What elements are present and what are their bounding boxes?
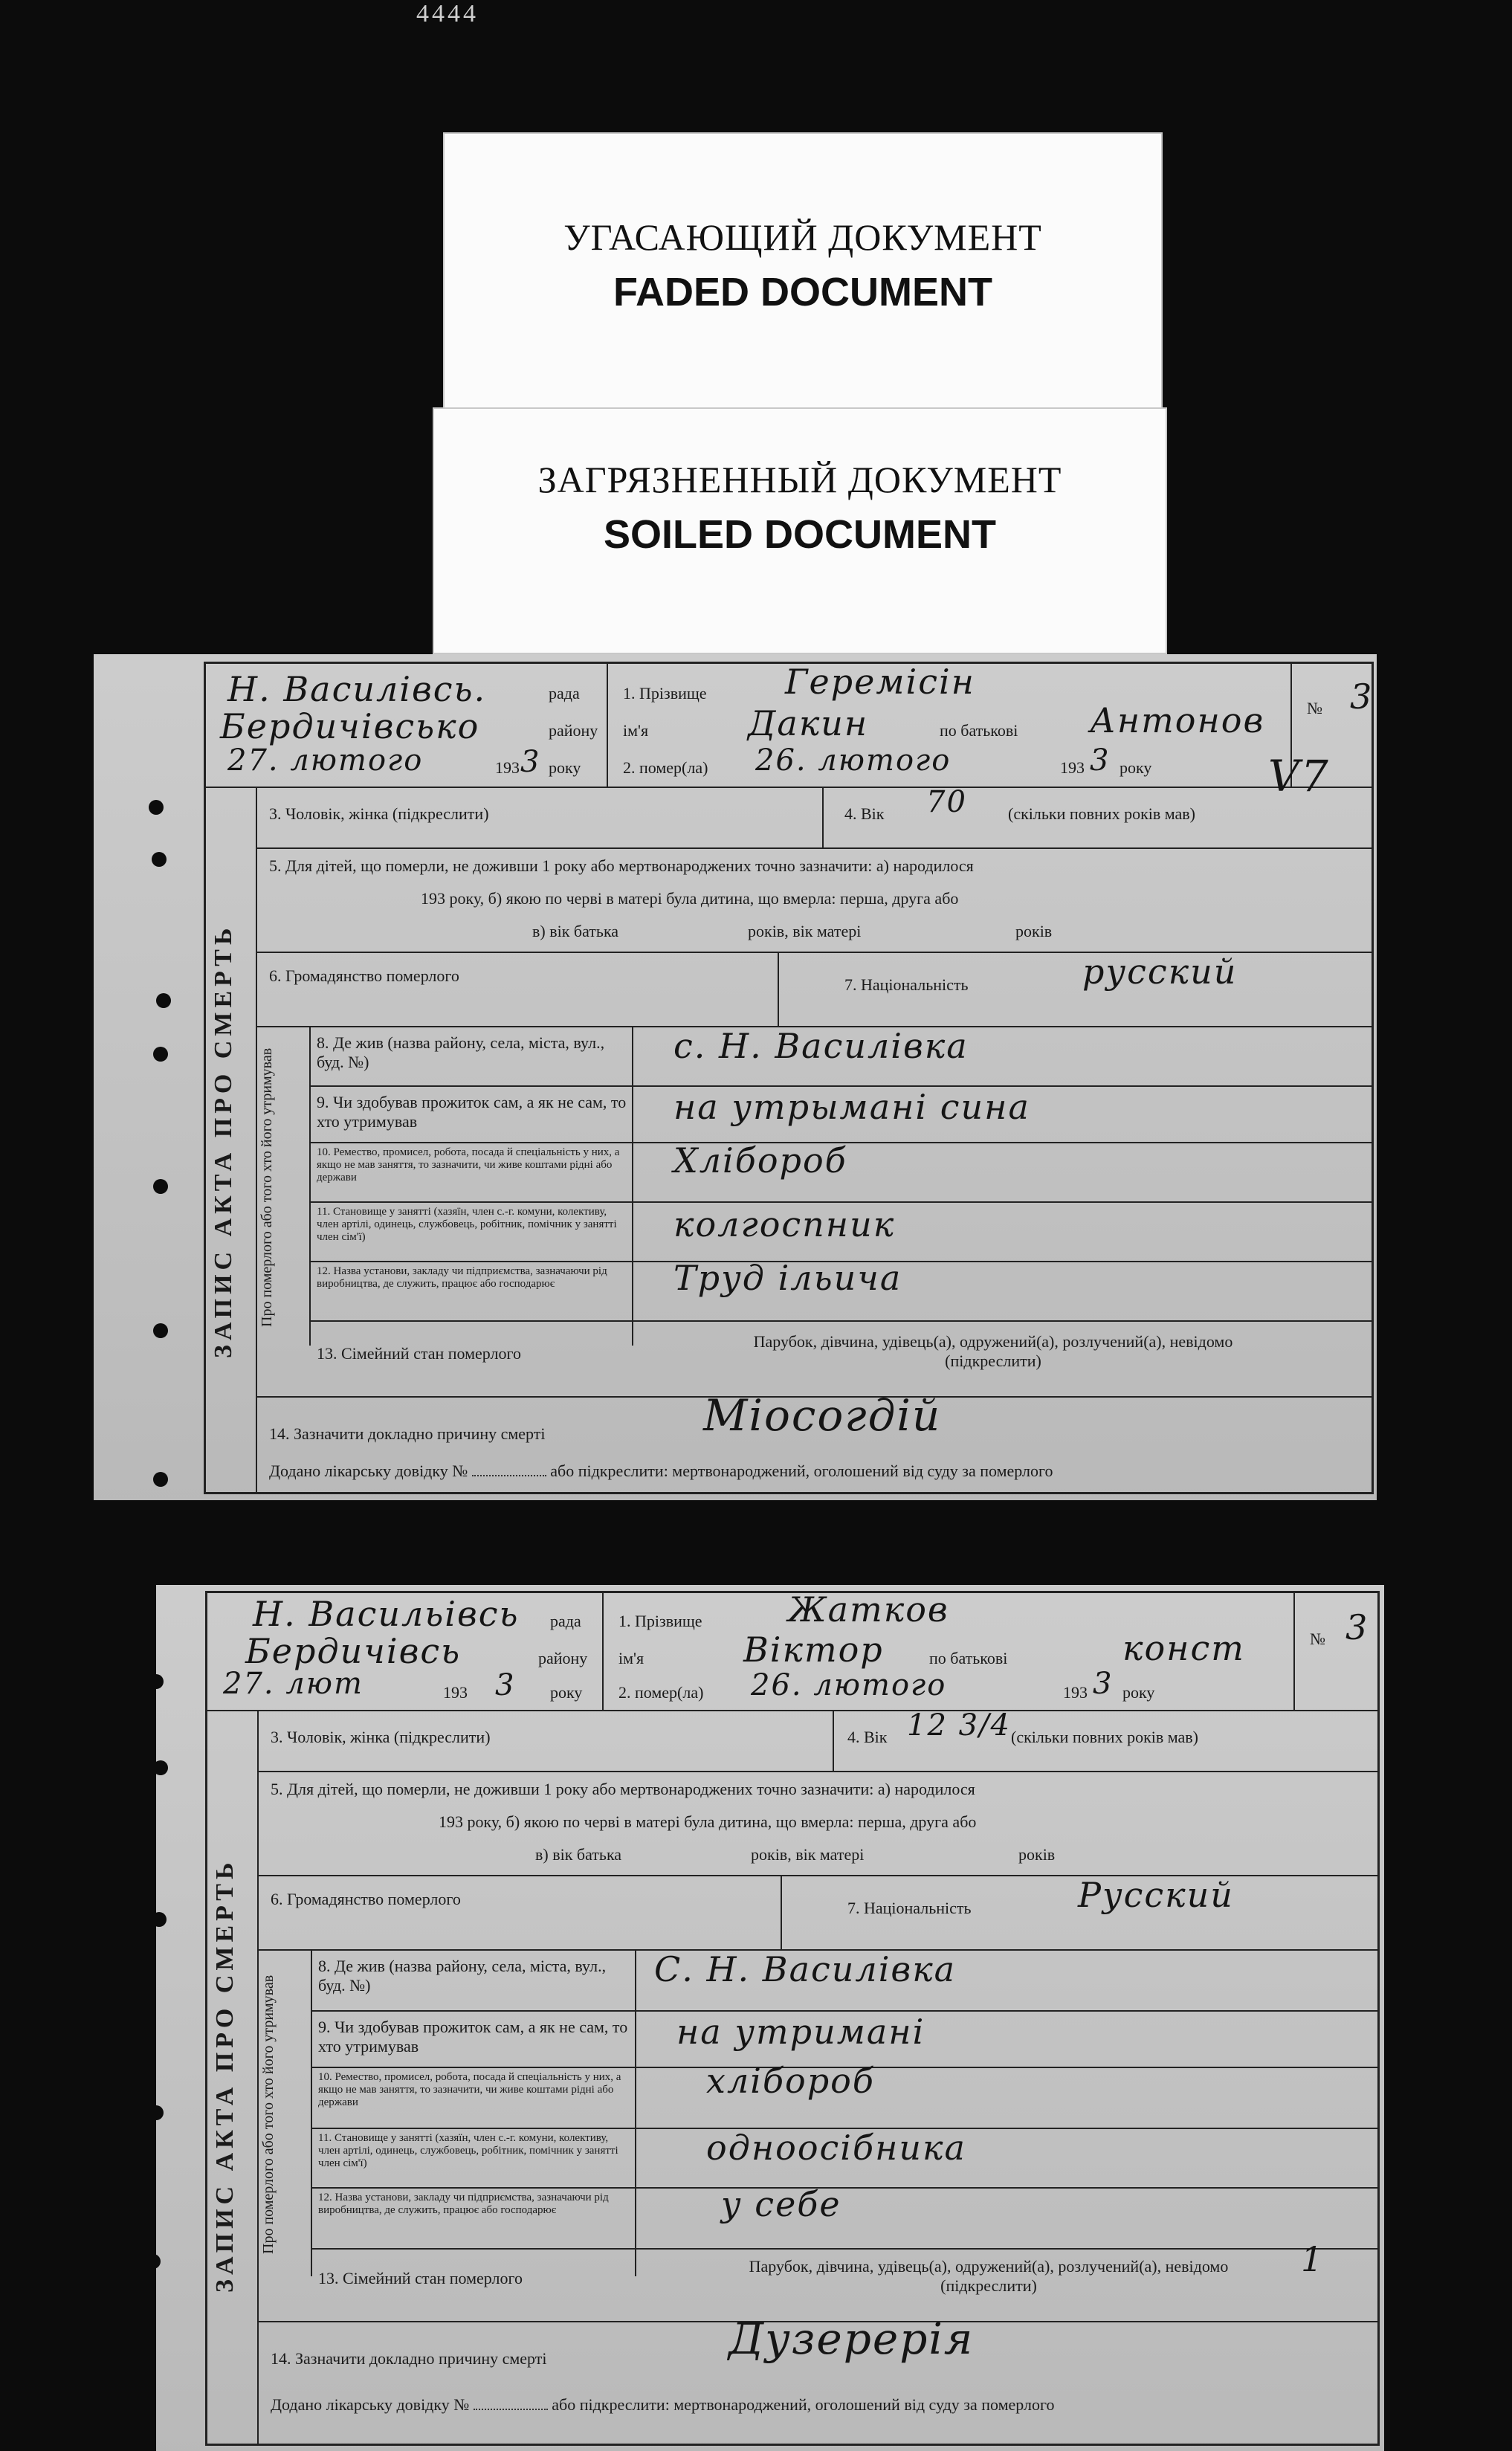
hw-date: 27. лют <box>223 1667 364 1701</box>
hw-support: на утрымані сина <box>673 1087 1030 1127</box>
hw-surname: Жатков <box>788 1589 949 1630</box>
name-label: ім'я <box>623 721 649 740</box>
soiled-document-label <box>433 407 1167 654</box>
hw-status: одноосібника <box>706 2128 966 2168</box>
hw-age: 12 3/4 <box>907 1708 1011 1743</box>
year-prefix: 193 <box>495 758 520 777</box>
field-7-nationality-label: 7. Національність <box>847 1899 972 1917</box>
field-5-line-3: в) вік батька <box>532 922 619 940</box>
field-6-citizenship-label: 6. Громадянство померлого <box>269 966 459 985</box>
age-suffix: (скільки повних років мав) <box>1008 804 1196 823</box>
death-record-1 <box>94 654 1377 1500</box>
death-record-2 <box>156 1585 1384 2451</box>
hw-occupation: хлібороб <box>706 2061 875 2101</box>
field-5-mother-age: років, вік матері <box>748 922 862 940</box>
year-prefix: 193 <box>443 1683 468 1702</box>
field-6-citizenship-label: 6. Громадянство померлого <box>271 1890 461 1908</box>
field-3-sex-label: 3. Чоловік, жінка (підкреслити) <box>271 1728 491 1746</box>
hw-patronymic: конст <box>1122 1628 1245 1668</box>
death-year-prefix: 193 <box>1060 758 1085 777</box>
field-13-marital-label: 13. Сімейний стан померлого <box>318 2269 523 2287</box>
age-suffix: (скільки повних років мав) <box>1011 1728 1199 1746</box>
rada-label: рада <box>550 1612 581 1630</box>
field-12-workplace-label: 12. Назва установи, закладу чи підприємства, зазначаючи рід виробництва, де служить, працює або господарює <box>318 2192 609 2216</box>
hw-death-year: 3 <box>1093 1667 1114 1701</box>
roku-label: року <box>550 1683 583 1702</box>
hw-residence: С. Н. Василівка <box>654 1949 957 1989</box>
field-5-mother-age: років, вік матері <box>751 1845 865 1864</box>
death-roku-label: року <box>1122 1683 1155 1702</box>
hw-nationality: Русский <box>1078 1875 1234 1915</box>
field-2-died-label: 2. помер(ла) <box>618 1683 704 1702</box>
hw-date: 27. лютого <box>227 743 424 778</box>
field-8-residence-label: 8. Де жив (назва району, села, міста, вул., буд. №) <box>318 1957 607 1995</box>
certificate-line: Додано лікарську довідку № або підкреслити: мертвонароджений, оголошений від суду за померлого <box>269 1462 1053 1480</box>
hw-death-date: 26. лютого <box>751 1668 947 1702</box>
field-7-nationality-label: 7. Національність <box>844 975 969 994</box>
hw-status: колгоспник <box>673 1204 896 1244</box>
hw-age: 70 <box>926 785 967 819</box>
roku-label: року <box>549 758 581 777</box>
hw-patronymic: Антонов <box>1090 700 1265 740</box>
field-13-marital-label: 13. Сімейний стан померлого <box>317 1344 521 1363</box>
faded-document-label <box>443 132 1163 413</box>
death-roku-label: року <box>1120 758 1152 777</box>
marital-options: Парубок, дівчина, удівець(а), одружений(а), розлучений(а), невідомо (підкреслити) <box>749 2257 1229 2295</box>
hw-name: Віктор <box>743 1630 884 1670</box>
field-11-status-label: 11. Становище у занятті (хазяїн, член с.-г. комуни, колективу, член артілі, одинець, службовець, робітник, помічник у занятті член сім'ї) <box>317 1206 617 1243</box>
hw-nationality: русский <box>1082 952 1238 992</box>
certificate-line: Додано лікарську довідку № або підкреслити: мертвонароджений, оголошений від суду за померлого <box>271 2395 1055 2414</box>
hw-village: Н. Васильівсь <box>253 1594 520 1634</box>
faded-label-russian: УГАСАЮЩИЙ ДОКУМЕНТ <box>563 216 1042 258</box>
field-4-age-label: 4. Вік <box>847 1728 888 1746</box>
field-14-cause-label: 14. Зазначити докладно причину смерті <box>269 1424 546 1443</box>
field-5-line-2: 193 року, б) якою по черві в матері була дитина, що вмерла: перша, друга або <box>439 1812 977 1831</box>
field-2-died-label: 2. помер(ла) <box>623 758 708 777</box>
field-1-surname-label: 1. Прізвище <box>618 1612 702 1630</box>
soiled-label-english: SOILED DOCUMENT <box>603 512 996 557</box>
hw-year: 3 <box>520 745 541 779</box>
field-8-residence-label: 8. Де жив (назва району, села, міста, вул., буд. №) <box>317 1033 605 1071</box>
field-5-years: років <box>1015 922 1053 940</box>
name-label: ім'я <box>618 1649 644 1667</box>
hw-year: 3 <box>495 1668 516 1702</box>
raion-label: району <box>538 1649 588 1667</box>
hw-workplace: Труд ільича <box>673 1258 902 1298</box>
hw-name: Дакин <box>748 703 869 743</box>
field-5-line-2: 193 року, б) якою по черві в матері була дитина, що вмерла: перша, друга або <box>421 889 959 908</box>
hw-cause-of-death: Дузерерія <box>728 2313 975 2364</box>
hw-district: Бердичівсько <box>220 706 480 746</box>
hw-support: на утримані <box>676 2012 925 2052</box>
hw-margin-note: 1 <box>1301 2239 1325 2279</box>
hw-surname: Геремісін <box>785 662 975 702</box>
number-label: № <box>1307 699 1322 717</box>
record-title: ЗАПИС АКТА ПРО СМЕРТЬ <box>210 923 237 1359</box>
marital-options: Парубок, дівчина, удівець(а), одружений(а), розлучений(а), невідомо (підкреслити) <box>753 1332 1233 1370</box>
rada-label: рада <box>549 684 580 703</box>
field-5-line-1: 5. Для дітей, що померли, не доживши 1 року або мертвонароджених точно зазначити: а) народилося <box>271 1780 975 1798</box>
hw-margin-note: V7 <box>1268 751 1330 801</box>
faded-label-english: FADED DOCUMENT <box>613 270 992 314</box>
hw-record-number: 3 <box>1345 1607 1369 1647</box>
field-5-line-3: в) вік батька <box>535 1845 622 1864</box>
death-year-prefix: 193 <box>1063 1683 1088 1702</box>
hw-residence: с. Н. Василівка <box>673 1026 969 1066</box>
side-group-label: Про померлого або того хто його утримував <box>260 1974 277 2254</box>
hw-record-number: 3 <box>1350 676 1374 717</box>
field-5-years: років <box>1018 1845 1056 1864</box>
raion-label: району <box>549 721 598 740</box>
field-4-age-label: 4. Вік <box>844 804 885 823</box>
hw-village: Н. Василівсь. <box>227 669 487 709</box>
field-9-support-label: 9. Чи здобував прожиток сам, а як не сам, то хто утримував <box>317 1093 627 1131</box>
side-group-label: Про померлого або того хто його утримував <box>259 1047 275 1327</box>
field-14-cause-label: 14. Зазначити докладно причину смерті <box>271 2349 547 2368</box>
hw-cause-of-death: Міосогдій <box>703 1390 942 1441</box>
hw-district: Бердичівсь <box>245 1631 462 1671</box>
patronymic-label: по батькові <box>929 1649 1008 1667</box>
field-3-sex-label: 3. Чоловік, жінка (підкреслити) <box>269 804 489 823</box>
hw-death-date: 26. лютого <box>755 743 952 778</box>
field-12-workplace-label: 12. Назва установи, закладу чи підприємства, зазначаючи рід виробництва, де служить, працює або господарює <box>317 1265 607 1290</box>
hw-death-year: 3 <box>1090 743 1111 778</box>
hw-workplace: у себе <box>721 2184 841 2224</box>
binding-holes <box>94 654 220 1500</box>
soiled-label-russian: ЗАГРЯЗНЕННЫЙ ДОКУМЕНТ <box>537 459 1062 500</box>
field-10-occupation-label: 10. Ремество, промисел, робота, посада й спеціальність у них, а якщо не мав заняття, то зазначити, чи живе коштами рідні або держави <box>318 2071 621 2108</box>
patronymic-label: по батькові <box>940 721 1018 740</box>
field-1-surname-label: 1. Прізвище <box>623 684 707 703</box>
record-title: ЗАПИС АКТА ПРО СМЕРТЬ <box>211 1858 239 2293</box>
top-marking: 4444 <box>416 0 479 28</box>
number-label: № <box>1310 1630 1325 1648</box>
field-10-occupation-label: 10. Ремество, промисел, робота, посада й спеціальність у них, а якщо не мав заняття, то зазначити, чи живе коштами рідні або держави <box>317 1146 620 1183</box>
hw-occupation: Хлібороб <box>673 1140 847 1181</box>
field-9-support-label: 9. Чи здобував прожиток сам, а як не сам, то хто утримував <box>318 2018 628 2056</box>
field-11-status-label: 11. Становище у занятті (хазяїн, член с.-г. комуни, колективу, член артілі, одинець, службовець, робітник, помічник у занятті член сім'ї) <box>318 2132 618 2169</box>
field-5-line-1: 5. Для дітей, що померли, не доживши 1 року або мертвонароджених точно зазначити: а) народилося <box>269 856 974 875</box>
